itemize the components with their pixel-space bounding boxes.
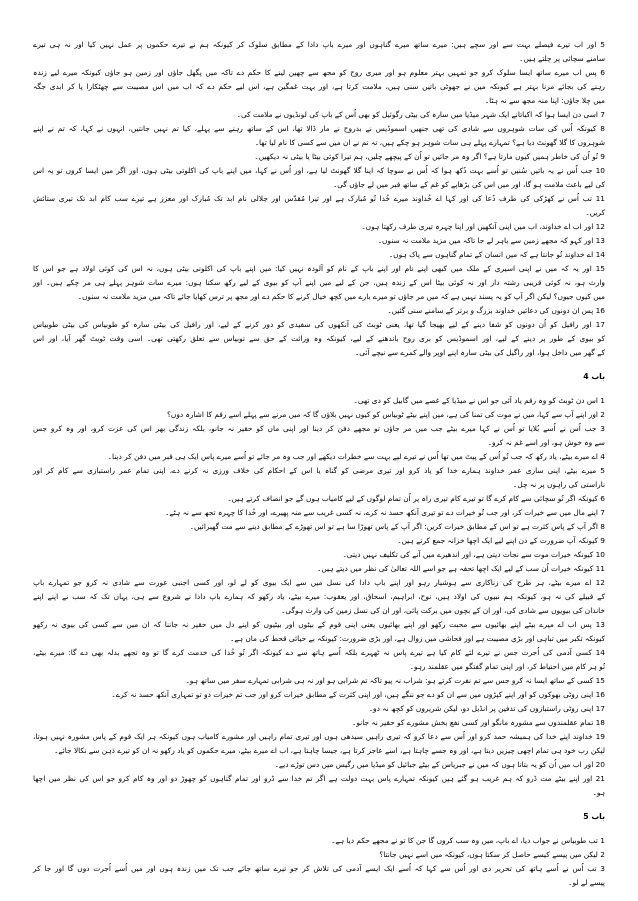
verse-number: 1 xyxy=(600,836,605,845)
verse-line xyxy=(33,290,605,304)
verse-line xyxy=(33,408,605,422)
verse-text: کے قبیلے کی نہ ہو، کیونکہ ہم نبیوں کی اولاد ہیں، نوح، ابراہیم، اسحاق، اور یعقوب: میرے بیٹے، یاد رکھو کہ ہمارے باپ دادا نے شروع سے ہی، یہاں تک کہ سب نے اپنے اپنے xyxy=(33,592,605,601)
verse-line-content xyxy=(361,222,605,231)
verse-line xyxy=(33,632,605,646)
verse xyxy=(33,674,605,688)
verse xyxy=(33,464,605,492)
verse-line-content xyxy=(33,68,605,77)
verse-line xyxy=(33,520,605,534)
verse-text: کے گھر میں داخل ہوا، اور راگیل کی بیٹی سارہ اپنے اوپر والے کمرے سے نیچے آئی۔ xyxy=(354,348,605,357)
verse-line-content xyxy=(333,180,605,189)
verse-text: میں کیوں جیوں؟ لیکن اگر آپ کو یہ پسند نہیں ہے کہ میں مر جاؤں تو میرے بارے میں کچھ خیال کرنے کا حکم دے اور مجھ پر ترس کھایا جائے تاکہ میں مزید ملامت نہ سنوں۔ xyxy=(77,292,605,301)
verse-line-content xyxy=(190,522,605,531)
verse xyxy=(33,164,605,192)
verse-text: پس ان دونوں کی دعائیں خداوند بزرگ و برتر کے سامنے سنی گئیں۔ xyxy=(387,306,594,315)
verse-number: 11 xyxy=(595,194,605,203)
verse-line-content xyxy=(519,54,605,63)
verse-text: رہنے کی بجائے مرنا بہتر ہے کیونکہ میں نے جھوٹی باتیں سنی ہیں، ملامت کرتا ہے، اور بہت غمگین ہے، اس لیے حکم دے کہ اب میں اس مصیبت سے چھٹکارا پا کر ابدی جگہ xyxy=(33,82,605,91)
verse-number: 7 xyxy=(600,110,605,119)
verse-line xyxy=(33,436,605,450)
verse-line-content xyxy=(355,348,605,357)
verse-text: کیونکہ اُس کی سات شوہروں سے شادی کی تھی جنھیں اسموڈیس نے بدروح نے مار ڈالا تھا، اس کے ساتھ رہنے سے پہلے، کیا تم نہیں جانتیں، انہوں نے کہا، کہ تم نے اپنے xyxy=(33,124,597,133)
verse-number: 21 xyxy=(595,774,605,783)
verse-number: 8 xyxy=(600,522,605,531)
verse xyxy=(33,520,605,534)
verse-text: کو بیوی کے طور پر دینے کے لیے، اور اسموڈیس کو بری روح باندھنے کے لیے، کیونکہ وہ وراثت کے حق سے توبیاس سے تعلق رکھتی تھی۔ اسی وقت ٹوبٹ گھر آیا، اور اس xyxy=(33,334,605,343)
verse xyxy=(33,688,605,702)
verse-line xyxy=(33,136,605,150)
verse-text: تب طوبیاس نے جواب دیا، اے باپ، میں وہ سب کروں گا جن کا تو نے مجھے حکم دیا ہے۔ xyxy=(331,836,598,845)
verse-text: پس اب میرے ساتھ ایسا سلوک کرو جو تمہیں بہتر معلوم ہو اور میری روح کو مجھ سے چھین لینے کا حکم دے تاکہ میں پگھل جاؤں اور زمین ہو جاؤں کیونکہ میرے لیے زندہ xyxy=(33,68,597,77)
verse-line-content xyxy=(585,208,605,217)
verse xyxy=(33,150,605,164)
verse-text: لیکن میں پیسے کیسے حاصل کر سکتا ہوں، کیونکہ میں اسے نہیں جانتا؟ xyxy=(379,850,598,859)
verse-number: 13 xyxy=(595,620,605,629)
verse-line-content xyxy=(33,592,605,601)
verse-number: 2 xyxy=(600,850,605,859)
verse-text: اور اب میں اُن کو یہ بتاتا ہوں کہ میں نے جبریاس کے بیٹے جبائیل کو میڈیا میں رگیس میں دس توڑے دیے۔ xyxy=(274,760,594,769)
verse-number: 16 xyxy=(595,306,605,315)
verse-line xyxy=(33,346,605,360)
verse-line-content xyxy=(275,760,605,769)
verse-line-content xyxy=(33,166,605,175)
verse-line-content xyxy=(33,864,605,873)
verse-text: میں چلا جاؤں: اپنا منہ مجھ سے نہ ہٹا۔ xyxy=(484,96,605,105)
verse-line-content xyxy=(255,138,605,147)
verse xyxy=(33,220,605,234)
verse-line xyxy=(33,192,605,206)
verse xyxy=(33,122,605,150)
verse-line xyxy=(33,52,605,66)
verse xyxy=(33,702,605,716)
verse-line xyxy=(33,422,605,436)
verse-number: 3 xyxy=(600,424,605,433)
verse-line-content xyxy=(33,424,605,433)
verse-text: اور اب تیرے فیصلے بہت سے اور سچے ہیں: میرے ساتھ میرے گناہوں اور میرے باپ دادا کے مطابق سلوک کر کیونکہ ہم نے تیرے حکموں پر عمل نہیں کیا اور نہ ہی تیرے xyxy=(33,40,597,49)
verse xyxy=(33,506,605,520)
verse-line xyxy=(33,206,605,220)
verse-line-content xyxy=(342,550,605,559)
verse-line-content xyxy=(568,878,605,887)
verse-number: 12 xyxy=(595,222,605,231)
verse xyxy=(33,548,605,562)
verse-text: میرے بیٹے، اپنی ساری عمر خداوند ہمارے خدا کو یاد کرو اور تیری مرضی کو گناہ یا اس کے احکام کی خلاف ورزی نہ کرنے دے، اپنی تمام عمر راستبازی سے کام کر اور xyxy=(33,466,597,475)
verse-line-content xyxy=(33,278,605,287)
verse-line xyxy=(33,178,605,192)
verse-text: ہو۔ xyxy=(592,788,605,797)
verse-number: 18 xyxy=(595,718,605,727)
verse-text: اور اب اے خداوند، اب میں اپنی آنکھیں اور اپنا چہرہ تیری طرف رکھتا ہوں۔ xyxy=(361,222,594,231)
verse-line-content xyxy=(54,746,605,755)
verse-text: خداوند اپنے خدا کی ہمیشہ حمد کرو اور اُس سے دعا کرو کہ تیری راہیں سیدھی ہوں اور تیری تمام راہیں اور مشورے کامیاب ہوں کیونکہ ہر ایک قوم کے پاس مشورہ نہیں ہوتا، xyxy=(33,732,593,741)
verse-line-content xyxy=(230,634,605,643)
verse-line xyxy=(33,332,605,346)
verse-line xyxy=(33,862,605,876)
verse-line-content xyxy=(33,40,605,49)
verse-line-content xyxy=(254,152,605,161)
verse-number: 20 xyxy=(595,760,605,769)
verse-text: اور اپنے بیٹے مت ڈرو کہ ہم غریب ہو گئے ہیں کیونکہ تمہارے پاس بہت دولت ہے اگر تم خدا سے ڈرو اور تمام گناہوں کو چھوڑ دو اور وہ کام کرو جو اس کی نظر میں اچھا xyxy=(33,774,593,783)
chapter-section xyxy=(33,38,605,360)
verse-line-content xyxy=(33,620,605,629)
verse-line-content xyxy=(378,236,605,245)
verse-line-content xyxy=(379,850,605,859)
verse-line xyxy=(33,80,605,94)
verse-number: 12 xyxy=(595,578,605,587)
chapter-heading: باب 5 xyxy=(583,812,605,821)
verse-line-content xyxy=(33,82,605,91)
verse-number: 13 xyxy=(595,236,605,245)
verse-line xyxy=(33,618,605,632)
verse xyxy=(33,318,605,360)
verse-line-content xyxy=(593,788,605,797)
verse-text: کیونکہ خیرات موت سے نجات دیتی ہے، اور اندھیرے میں آنے کی تکلیف نہیں دیتی۔ xyxy=(342,550,594,559)
verse-line-content xyxy=(410,662,605,671)
verse xyxy=(33,304,605,318)
verse-text: کیونکہ خیرات اُن سب کے لیے ایک اچھا تحفہ ہے جو اسے اللہ تعالیٰ کی نظر میں دیتے ہیں۔ xyxy=(317,564,594,573)
document-page xyxy=(33,38,605,890)
verse-number: 6 xyxy=(600,68,605,77)
verse-line-content xyxy=(331,836,605,845)
chapter-section xyxy=(33,810,605,890)
verse-line xyxy=(33,576,605,590)
verse-line-content xyxy=(281,606,605,615)
verse-line xyxy=(33,276,605,290)
verse-text: سامنے سچائی پر چلتے ہیں۔ xyxy=(519,54,605,63)
verse-line xyxy=(33,150,605,164)
verse-number: 10 xyxy=(595,550,605,559)
verse-line-content xyxy=(485,96,605,105)
verse-number: 17 xyxy=(595,704,605,713)
verse-text: تمام عقلمندوں سے مشورہ مانگو اور کسی نفع بخش مشورے کو حقیر نہ جانو۔ xyxy=(352,718,594,727)
verse xyxy=(33,730,605,758)
verse xyxy=(33,38,605,66)
verse-line xyxy=(33,506,605,520)
verse-line-content xyxy=(389,250,605,259)
verse-number: 14 xyxy=(595,250,605,259)
verse-line xyxy=(33,394,605,408)
verse-text: کریں۔ xyxy=(585,208,605,217)
verse-line xyxy=(33,744,605,758)
verse xyxy=(33,576,605,618)
verse-text: سے وہ خوش ہو، اور اسے غم نہ کرو۔ xyxy=(487,438,605,447)
verse-line xyxy=(33,548,605,562)
verse-line-content xyxy=(397,536,605,545)
verse-text: اور کہو کہ مجھے زمین سے باہر لے جا تاکہ میں مزید ملامت نہ سنوں۔ xyxy=(377,236,594,245)
verse xyxy=(33,248,605,262)
verse-text: خاندان کی بیویوں سے شادی کی، اور ان کے بچوں میں برکت پائی، اور ان کی نسل زمین کی وارث ہوگی۔ xyxy=(281,606,605,615)
verse-line-content xyxy=(78,292,605,301)
verse-text: اپنی روٹی راستبازوں کی تدفین پر انڈیل دو، لیکن شریروں کو کچھ نہ دو۔ xyxy=(368,704,594,713)
chapter-section xyxy=(33,370,605,800)
verse-line-content xyxy=(227,494,605,503)
verse-text: اور رافیل کو اُن دونوں کو شفا دینے کے لیے بھیجا گیا تھا، یعنی ٹوبٹ کی آنکھوں کی سفیدی کو دور کرنے کے لیے، اور رافیل کی بیٹی سارہ کو طوبیاس کی بیٹی طوبیاس xyxy=(33,320,592,329)
verse-line-content xyxy=(33,774,605,783)
verse-line xyxy=(33,562,605,576)
verse-text: اپنے مال میں سے خیرات کر، اور جب تُو خیرات دے تو تیری آنکھ حسد نہ کرے، نہ کسی غریب سے منہ پھیرے، اور خُدا کا چہرہ تجھ سے نہ ہٹے۔ xyxy=(165,508,598,517)
verse-number: 10 xyxy=(595,166,605,175)
verse-line xyxy=(33,590,605,604)
verse-line-content xyxy=(33,578,605,587)
verse-line-content xyxy=(167,410,605,419)
verse-line xyxy=(33,164,605,178)
verse-number: 9 xyxy=(600,152,605,161)
verse-text: اور اپنے آپ سے کہا، میں نے موت کی تمنا کی ہے، میں اپنے بیٹے ٹوبیاس کو کیوں نہیں بلاؤں گا کہ میں مرنے سے پہلے اسے رقم کا اشارہ دوں؟ xyxy=(167,410,598,419)
verse-line-content xyxy=(237,110,605,119)
verse-line xyxy=(33,660,605,674)
verse-text: تُو اُن کی خاطر ہمیں کیوں مارتا ہے؟ اگر وہ مر جائیں تو اُن کے پیچھے چلیں، ہم تیرا کوئی بیٹا یا بیٹی نہ دیکھیں۔ xyxy=(254,152,598,161)
verse-text: تب اُس نے اُسے ہاتھ کی تحریر دی اور اُس سے کہا کہ اُسے ایک ایسے آدمی کی تلاش کر جو تیرے ساتھ جائے جب تک میں زندہ ہوں اور میں اُسے اُجرت دوں گا اور جا کر xyxy=(33,864,597,873)
verse xyxy=(33,716,605,730)
verse-line-content xyxy=(513,480,605,489)
verse-text: اس دن ٹوبٹ کو وہ رقم یاد آئی جو اس نے میڈیا کے غصے میں گابیل کو دی تھی۔ xyxy=(353,396,598,405)
verse xyxy=(33,492,605,506)
verse-line-content xyxy=(352,718,605,727)
verse-line-content xyxy=(111,690,605,699)
verse-text: اے میرے بیٹے، یاد رکھ کہ جب تُو اُس کے پیٹ میں تھا اُس نے تیرے لیے بہت سے خطرات دیکھے اور جب وہ مر جائے تو اُسے میرے پاس ایک ہی قبر میں دفن کر دینا۔ xyxy=(107,452,598,461)
verse-line-content xyxy=(33,334,605,343)
verse-text: اے خداوند تُو جانتا ہے کہ میں انسان کے تمام گناہوں سے پاک ہوں۔ xyxy=(388,250,594,259)
verse-line xyxy=(33,464,605,478)
verse-text: تُو ہر کام میں احتیاط کر، اور اپنی تمام گفتگو میں عقلمند رہو۔ xyxy=(409,662,605,671)
verse-text: اور یہ کہ میں نے اپنی اسیری کے ملک میں کبھی اپنے نام اور اپنے باپ کے نام کو آلودہ نہیں کیا: میں اپنے باپ کی اکلوتی بیٹی ہوں، نہ اس کی کوئی اولاد ہے جو اس کا xyxy=(33,264,592,273)
verse-line-content xyxy=(185,676,605,685)
verse-number: 6 xyxy=(600,494,605,503)
verse xyxy=(33,422,605,450)
verse xyxy=(33,408,605,422)
verse-line xyxy=(33,108,605,122)
verse-line xyxy=(33,450,605,464)
verse xyxy=(33,646,605,674)
verse-line-content xyxy=(488,438,605,447)
verse-text: کسی آدمی کی اُجرت جس نے تیرے لئے کام کیا ہے تیرے پاس نہ ٹھہرے بلکہ اُسے ہاتھ سے دے کیونکہ اگر تُو خُدا کی خدمت کرے گا تو وہ تجھے بدلہ بھی دے گا: میرے بیٹے، xyxy=(33,648,592,657)
verse xyxy=(33,394,605,408)
verse-line xyxy=(33,492,605,506)
verse-line xyxy=(33,758,605,772)
verse-line xyxy=(33,786,605,800)
verse-text: شوہروں کا گلا گھونٹ دیا ہے؟ تمہارے پہلے ہی سات شوہر ہو چکے ہیں، نہ تم نے ان میں سے کسی کا نام لیا تھا۔ xyxy=(254,138,605,147)
verse-line xyxy=(33,304,605,318)
verse-number: 9 xyxy=(600,536,605,545)
verse-line xyxy=(33,730,605,744)
verse xyxy=(33,108,605,122)
verse-line xyxy=(33,94,605,108)
verse xyxy=(33,66,605,108)
verse-line xyxy=(33,220,605,234)
verse-line-content xyxy=(165,508,605,517)
verse xyxy=(33,834,605,848)
verse-line xyxy=(33,248,605,262)
verse-number: 19 xyxy=(595,732,605,741)
verse-text: کی لیے باعث ملامت ہو گا، اور میں اس کی بڑھاپے کو غم کے ساتھ قبر میں لے جاؤں گی۔ xyxy=(332,180,605,189)
verse-line xyxy=(33,478,605,492)
verse-line xyxy=(33,318,605,332)
verse-number: 1 xyxy=(600,396,605,405)
verse-text: لیکن رب خود ہی تمام اچھی چیزیں دیتا ہے، اور وہ جسے چاہتا ہے، اسے عاجز کرتا ہے، جیسا چاہتا ہے، اب اے میرے بیٹے، میرے حکموں کو یاد رکھو نہ ان کو تیرے ذہن سے نکالا جائے۔ xyxy=(54,746,605,755)
verse-text: کیونکہ اگر تُو سچائی سے کام کرے گا تو تیرے کام تیری راہ پر اُن تمام لوگوں کے لیے کامیاب ہوں گے جو انصاف کرتے ہیں۔ xyxy=(227,494,598,503)
verse-line-content xyxy=(387,306,605,315)
verse-text: اسی دن ایسا ہوا کہ اکباتانے ایک شہر میڈیا میں سارہ کی بیٹی رگوئیل کو بھی اُس کے باپ کی لونڈیوں نے ملامت کی۔ xyxy=(236,110,598,119)
verse-line-content xyxy=(108,452,605,461)
verse-line-content xyxy=(33,466,605,475)
verse-number: 5 xyxy=(600,40,605,49)
verse-text: کسی کے ساتھ ایسا نہ کرو جس سے تم نفرت کرتے ہو: شراب نہ پیو تاکہ تم شرابی ہو اور نہ ہی شرابی تمہارے سفر میں ساتھ ہو۔ xyxy=(185,676,594,685)
verse-number: 11 xyxy=(595,564,605,573)
verse-line xyxy=(33,716,605,730)
verse-line xyxy=(33,604,605,618)
verse-number: 7 xyxy=(600,508,605,517)
verse-line xyxy=(33,262,605,276)
verse xyxy=(33,848,605,862)
verse-text: پیسے لے لو۔ xyxy=(568,878,605,887)
verse-line-content xyxy=(33,320,605,329)
verse xyxy=(33,758,605,772)
verse-line xyxy=(33,674,605,688)
verse-number: 5 xyxy=(600,466,605,475)
verse-number: 4 xyxy=(600,452,605,461)
verse-number: 14 xyxy=(595,648,605,657)
verse-text: جب اُس نے یہ باتیں سُنیں تو اُسے بہت دُکھ ہوا کہ اُس نے سوچا کہ اپنا گلا گھونٹ لیا ہے، اور اُس نے کہا، میں اپنے باپ کی اکلوتی بیٹی ہوں، اور اگر میں ایسا کروں تو یہ اس xyxy=(33,166,593,175)
verse-line-content xyxy=(33,194,605,203)
verse-line-content xyxy=(33,648,605,657)
verse-text: پس اب اے میرے بیٹے اپنے بھائیوں سے محبت رکھو اور اپنے بھائیوں یعنی اپنی قوم کے بیٹوں اور بیٹیوں کو اپنے دل میں حقیر نہ جاننا کہ ان میں سے کسی کی بیوی نہ رکھو xyxy=(33,620,592,629)
verse-line-content xyxy=(369,704,605,713)
verse-text: کیونکہ آپ ضرورت کے دن اپنے لیے ایک اچھا خزانہ جمع کرتے ہیں۔ xyxy=(397,536,598,545)
verse-line xyxy=(33,38,605,52)
verse-line xyxy=(33,772,605,786)
verse-line xyxy=(33,834,605,848)
verse-text: تب اُس نے کھڑکی کی طرف دُعا کی اور کہا اے خُداوند میرے خُدا تُو مُبارک ہے اور تیرا مُقدّس اور جلالی نام ابد تک مُبارک اور معزز ہے تیرے سب کام ابد تک تیری ستائش xyxy=(33,194,592,203)
verse-number: 3 xyxy=(600,864,605,873)
verse-line xyxy=(33,876,605,890)
verse xyxy=(33,618,605,646)
verse-number: 16 xyxy=(595,690,605,699)
verse-line xyxy=(33,646,605,660)
verse xyxy=(33,562,605,576)
verse xyxy=(33,450,605,464)
verse-number: 15 xyxy=(595,264,605,273)
verse-line-content xyxy=(317,564,605,573)
verse-line-content xyxy=(33,124,605,133)
verse xyxy=(33,534,605,548)
verse-number: 2 xyxy=(600,410,605,419)
verse xyxy=(33,862,605,890)
verse-text: ناراستی کی راہوں پر نہ چل۔ xyxy=(513,480,605,489)
verse-line xyxy=(33,122,605,136)
verse xyxy=(33,262,605,304)
verse xyxy=(33,234,605,248)
verse-text: اپنی روٹی بھوکوں کو اور اپنے کپڑوں میں سے ان کو دے جو ننگے ہیں، اور اپنی کثرت کے مطابق خیرات کرو اور جب تم خیرات دو تو تمہاری آنکھ حسد نہ کرے۔ xyxy=(111,690,594,699)
verse-text: کیونکہ تکبر میں تباہی اور بڑی مصیبت ہے اور فحاشی میں زوال ہے، اور بڑی ضرورت: کیونکہ بے حیائی قحط کی ماں ہے۔ xyxy=(230,634,605,643)
chapter-heading: باب 4 xyxy=(583,372,605,381)
verse-line-content xyxy=(33,732,605,741)
verse-number: 17 xyxy=(595,320,605,329)
verse xyxy=(33,772,605,800)
verse xyxy=(33,192,605,220)
verse-number: 8 xyxy=(600,124,605,133)
verse-line xyxy=(33,688,605,702)
verse-line xyxy=(33,66,605,80)
verse-text: اے میرے بیٹے، ہر طرح کی زناکاری سے ہوشیار رہو اور اپنے باپ دادا کی نسل میں سے ایک بیوی کو لے لو، اور کسی اجنبی عورت سے شادی نہ کرو جو تمہارے باپ xyxy=(33,578,592,587)
verse-line xyxy=(33,702,605,716)
verse-line-content xyxy=(354,396,605,405)
verse-line xyxy=(33,534,605,548)
verse-line xyxy=(33,234,605,248)
verse-text: اگر آپ کے پاس کثرت ہے تو اس کے مطابق خیرات کریں: اگر آپ کے پاس تھوڑا سا ہے تو اس تھوڑے کے مطابق دینے سے مت گھبرائیں۔ xyxy=(189,522,598,531)
verse-text: وارث ہو، نہ کوئی قریبی رشتہ دار اور نہ کوئی بیٹا اس کے زندہ ہیں، جن کے لیے میں اپنے آپ کو بیوی کے لیے رکھ سکتا ہوں: میرے سات شوہر پہلے ہی مر چکے ہیں۔ اور xyxy=(33,278,605,287)
verse-line-content xyxy=(33,264,605,273)
verse-text: جب اُس نے اُسے بُلایا تو اُس نے کہا میرے بیٹے جب میں مر جاؤں تو مجھے دفن کر دینا اور اپنی ماں کو حقیر نہ جانو، بلکہ زندگی بھر اس کی عزت کرو، اور وہ کرو جس xyxy=(33,424,597,433)
verse-line xyxy=(33,848,605,862)
verse-number: 15 xyxy=(595,676,605,685)
